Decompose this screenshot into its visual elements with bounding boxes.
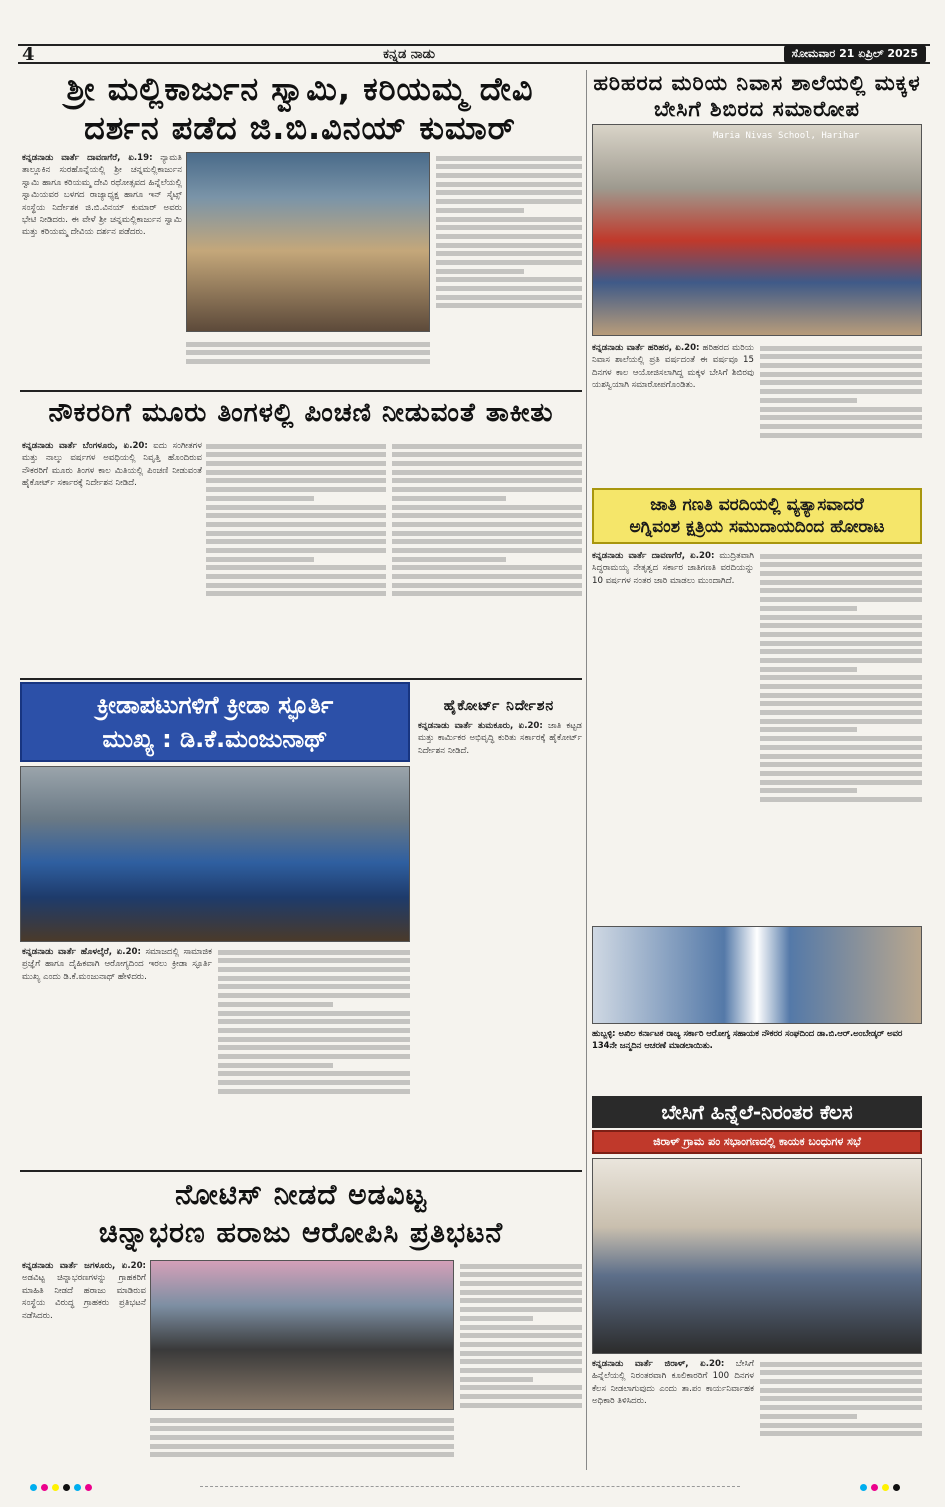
story3-body: ಹರಿಹರದ ಮರಿಯ ನಿವಾಸ ಶಾಲೆಯಲ್ಲಿ ಪ್ರತಿ ವರ್ಷದಂತೆ ಈ ವರ್ಷವೂ 15 ದಿನಗಳ ಕಾಲ ಆಯೋಜಿಸಲಾಗಿದ್ದ ಮಕ್ಕಳ ಬೇಸಿಗೆ ಶಿಬಿರವು ಯಶಸ್ವಿಯಾಗಿ ಸಮಾರೋಪಗೊಂಡಿತು. xyxy=(592,343,754,391)
story1-body-col2 xyxy=(186,338,430,386)
text-line xyxy=(218,1054,410,1059)
story7-photo xyxy=(592,926,922,1024)
text-line xyxy=(760,615,922,620)
text-line xyxy=(460,1403,582,1408)
issue-date: ಸೋಮವಾರ 21 ಏಪ್ರಿಲ್ 2025 xyxy=(784,45,926,63)
text-line xyxy=(436,164,582,169)
text-line xyxy=(392,505,582,510)
text-line xyxy=(206,548,386,553)
story6-body-text: ಜಾತಿ ಕಟ್ಟಡ ಮತ್ತು ಕಾರ್ಮಿಕರ ಅಭಿವೃದ್ಧಿ ಕುರಿತು ಸರ್ಕಾರಕ್ಕೆ ಹೈಕೋರ್ಟ್ ನಿರ್ದೇಶನ ನೀಡಿದೆ. xyxy=(418,721,582,756)
text-line xyxy=(218,1002,333,1007)
text-line xyxy=(436,173,582,178)
story2-headline: ನೌಕರರಿಗೆ ಮೂರು ತಿಂಗಳಲ್ಲಿ ಪಿಂಚಣಿ ನೀಡುವಂತೆ ತಾಕೀತು xyxy=(48,398,554,428)
text-line xyxy=(206,539,386,544)
story5-body-col2 xyxy=(218,946,410,1166)
text-line xyxy=(206,452,386,457)
page-number: 4 xyxy=(22,43,35,65)
text-line xyxy=(218,1011,410,1016)
text-line xyxy=(150,1452,454,1457)
story5-headline xyxy=(20,682,410,762)
story9-body: ಅಡವಿಟ್ಟ ಚಿನ್ನಾಭರಣಗಳನ್ನು ಗ್ರಾಹಕರಿಗೆ ಮಾಹಿತಿ ನೀಡದೆ ಹರಾಜು ಮಾಡಿರುವ ಸಂಸ್ಥೆಯ ವಿರುದ್ಧ ಗ್ರಾಹಕರು ಪ್ರತಿಭಟನೆ ನಡೆಸಿದರು. xyxy=(22,1273,146,1321)
text-line xyxy=(460,1368,582,1373)
registration-marks-left xyxy=(30,1484,92,1491)
story4-headline xyxy=(592,488,922,544)
text-line xyxy=(460,1351,582,1356)
text-line xyxy=(436,260,582,265)
story2-dateline: ಕನ್ನಡನಾಡು ವಾರ್ತೆ ಬೆಂಗಳೂರು, ಏ.20: xyxy=(22,441,148,451)
text-line xyxy=(760,407,922,412)
text-line xyxy=(760,1379,922,1384)
text-line xyxy=(760,693,922,698)
text-line xyxy=(206,496,314,501)
text-line xyxy=(760,1370,922,1375)
text-line xyxy=(436,243,582,248)
text-line xyxy=(436,225,582,230)
text-line xyxy=(186,359,430,364)
text-line xyxy=(150,1435,454,1440)
story8-subhead: ಜಿರಾಳ್ ಗ್ರಾಮ ಪಂ ಸಭಾಂಗಣದಲ್ಲಿ ಕಾಯಕ ಬಂಧುಗಳ ಸಭೆ xyxy=(592,1130,922,1154)
text-line xyxy=(760,554,922,559)
text-line xyxy=(218,950,410,955)
story1-headline-line1: ಶ್ರೀ ಮಲ್ಲಿಕಾರ್ಜುನ ಸ್ವಾಮಿ, ಕರಿಯಮ್ಮ ದೇವಿ xyxy=(66,70,534,108)
text-line xyxy=(760,380,922,385)
text-line xyxy=(206,531,386,536)
text-line xyxy=(760,727,857,732)
text-line xyxy=(206,565,386,570)
text-line xyxy=(206,574,386,579)
story7-caption: ಹುಬ್ಬಳ್ಳಿ: ಅಖಿಲ ಕರ್ನಾಟಕ ರಾಜ್ಯ ಸರ್ಕಾರಿ ಆರೋಗ್ಯ ಸಹಾಯಕ ನೌಕರರ ಸಂಘದಿಂದ ಡಾ.ಬಿ.ಆರ್.ಅಂಬೇಡ್ಕರ್ ಅವರ 134ನೇ ಜನ್ಮದಿನ ಆಚರಣೆ ಮಾಡಲಾಯಿತು. xyxy=(592,1028,903,1050)
text-line xyxy=(206,444,386,449)
story3-body-col1 xyxy=(592,342,754,482)
text-line xyxy=(760,641,922,646)
story8-body: ಬೇಸಿಗೆ ಹಿನ್ನೆಲೆಯಲ್ಲಿ ನಿರಂತರವಾಗಿ ಕೂಲಿಕಾರರಿಗೆ 100 ದಿನಗಳ ಕೆಲಸ ನೀಡಲಾಗುವುದು ಎಂದು ತಾ.ಪಂ ಕಾರ್ಯನಿರ್ವಾಹಕ ಅಧಿಕಾರಿ ತಿಳಿಸಿದರು. xyxy=(592,1359,754,1407)
story9-body-col3 xyxy=(460,1260,582,1474)
text-line xyxy=(436,269,524,274)
story9-headline-line1: ನೋಟಿಸ್ ನೀಡದೆ ಅಡವಿಟ್ಟ xyxy=(175,1178,427,1211)
text-line xyxy=(760,424,922,429)
rule-s9 xyxy=(20,1170,582,1172)
text-line xyxy=(206,470,386,475)
text-line xyxy=(760,372,922,377)
text-line xyxy=(460,1264,582,1269)
text-line xyxy=(760,1388,922,1393)
story4-dateline: ಕನ್ನಡನಾಡು ವಾರ್ತೆ ದಾವಣಗೆರೆ, ಏ.20: xyxy=(592,551,715,561)
text-line xyxy=(392,539,582,544)
story6-dateline: ಕನ್ನಡನಾಡು ವಾರ್ತೆ ತುಮಕೂರು, ಏ.20: xyxy=(418,721,543,731)
text-line xyxy=(150,1426,454,1431)
rule-s2 xyxy=(20,678,582,680)
column-rule xyxy=(586,70,587,1470)
text-line xyxy=(760,710,922,715)
text-line xyxy=(436,190,582,195)
text-line xyxy=(760,354,922,359)
story3-headline: ಹರಿಹರದ ಮರಿಯ ನಿವಾಸ ಶಾಲೆಯಲ್ಲಿ ಮಕ್ಕಳ ಬೇಸಿಗೆ ಶಿಬಿರದ ಸಮಾರೋಪ xyxy=(593,71,921,121)
text-line xyxy=(436,234,582,239)
text-line xyxy=(760,797,922,802)
text-line xyxy=(218,1063,333,1068)
story8-body-col1 xyxy=(592,1358,754,1476)
text-line xyxy=(460,1325,582,1330)
text-line xyxy=(186,350,430,355)
text-line xyxy=(392,557,506,562)
rule-s1 xyxy=(20,390,582,392)
story9-dateline: ಕನ್ನಡನಾಡು ವಾರ್ತೆ ಜಗಳೂರು, ಏ.20: xyxy=(22,1261,146,1271)
text-line xyxy=(436,303,582,308)
story3-body-col2 xyxy=(760,342,922,482)
story8-headline: ಬೇಸಿಗೆ ಹಿನ್ನೆಲೆ-ನಿರಂತರ ಕೆಲಸ xyxy=(592,1096,922,1128)
story1-body-col1 xyxy=(22,152,182,387)
text-line xyxy=(760,754,922,759)
story1-body: ನ್ಯಾಮತಿ ತಾಲ್ಲೂಕಿನ ಸುರಹೊನ್ನೆಯಲ್ಲಿ ಶ್ರೀ ಚನ್ನಮಲ್ಲಿಕಾರ್ಜುನ ಸ್ವಾಮಿ ಹಾಗೂ ಕರಿಯಮ್ಮ ದೇವಿ ರಥೋತ್ಸವದ ಹಿನ್ನೆಲೆಯಲ್ಲಿ ಸ್ವಾಮಿಯವರ ಬಳಗದ ರಾಜ್ಯಾಧ್ಯಕ್ಷ ಹಾಗೂ ಇನ್ ಸೈಟ್ಸ್ ಸಂಸ್ಥೆಯ ನಿರ್ದೇಶಕ ಜಿ.ಬಿ.ವಿನಯ್ ಕುಮಾರ್ ಅವರು ಭೇಟಿ ನೀಡಿದರು. ಈ ವೇಳೆ ಶ್ರೀ ಚನ್ನಮಲ್ಲಿಕಾರ್ಜುನ ಸ್ವಾಮಿ ಮತ್ತು ಕರಿಯಮ್ಮ ದೇವಿಯ ದರ್ಶನ ಪಡೆದರು. xyxy=(22,153,182,238)
text-line xyxy=(186,342,430,347)
text-line xyxy=(206,557,314,562)
story5-headline-line1: ಕ್ರೀಡಾಪಟುಗಳಿಗೆ ಕ್ರೀಡಾ ಸ್ಫೂರ್ತಿ xyxy=(96,691,334,719)
print-guide xyxy=(200,1486,740,1487)
story5-headline-line2: ಮುಖ್ಯ : ಡಿ.ಕೆ.ಮಂಜುನಾಥ್ xyxy=(102,725,328,753)
text-line xyxy=(760,580,922,585)
text-line xyxy=(760,684,922,689)
text-line xyxy=(206,487,386,492)
story1-dateline: ಕನ್ನಡನಾಡು ವಾರ್ತೆ ದಾವಣಗೆರೆ, ಏ.19: xyxy=(22,153,153,163)
text-line xyxy=(760,632,922,637)
text-line xyxy=(436,286,582,291)
text-line xyxy=(150,1418,454,1423)
text-line xyxy=(206,513,386,518)
text-line xyxy=(392,565,582,570)
text-line xyxy=(760,745,922,750)
story3-photo xyxy=(592,124,922,336)
text-line xyxy=(460,1385,582,1390)
story4-body: ಮುದ್ರಿತವಾಗಿ ಸಿದ್ಧರಾಮಯ್ಯ ನೇತೃತ್ವದ ಸರ್ಕಾರ ಜಾತಿಗಣತಿ ವರದಿಯನ್ನು 10 ವರ್ಷಗಳ ನಂತರ ಜಾರಿ ಮಾಡಲು ಮುಂದಾಗಿದೆ. xyxy=(592,551,754,586)
text-line xyxy=(392,574,582,579)
text-line xyxy=(760,597,922,602)
text-line xyxy=(206,522,386,527)
story9-body-col2 xyxy=(150,1414,454,1476)
text-line xyxy=(760,363,922,368)
text-line xyxy=(392,478,582,483)
story9-headline xyxy=(20,1176,582,1252)
text-line xyxy=(392,452,582,457)
story5-body: ಸಮಾಜದಲ್ಲಿ ಸಾಮಾಜಿಕ ಪ್ರಜ್ಞೆಗೆ ಹಾಗೂ ದೈಹಿಕವಾಗಿ ಆರೋಗ್ಯದಿಂದ ಇರಲು ಕ್ರೀಡಾ ಸ್ಫೂರ್ತಿ ಮುಖ್ಯ ಎಂದು ಡಿ.ಕೆ.ಮಂಜುನಾಥ್ ಹೇಳಿದರು. xyxy=(22,947,212,982)
text-line xyxy=(218,1089,410,1094)
text-line xyxy=(392,461,582,466)
text-line xyxy=(760,606,857,611)
story1-headline xyxy=(20,70,580,148)
story4-body-col2 xyxy=(760,550,922,920)
text-line xyxy=(760,562,922,567)
text-line xyxy=(436,277,582,282)
text-line xyxy=(218,1028,410,1033)
text-line xyxy=(436,156,582,161)
text-line xyxy=(392,531,582,536)
text-line xyxy=(460,1281,582,1286)
text-line xyxy=(760,762,922,767)
text-line xyxy=(760,623,922,628)
text-line xyxy=(760,771,922,776)
story9-photo xyxy=(150,1260,454,1410)
story6-headline: ಹೈಕೋರ್ಟ್ ನಿರ್ದೇಶನ xyxy=(443,698,555,714)
page-header xyxy=(18,44,930,64)
story5-photo xyxy=(20,766,410,942)
text-line xyxy=(436,199,582,204)
text-line xyxy=(760,1414,857,1419)
text-line xyxy=(760,571,922,576)
text-line xyxy=(460,1272,582,1277)
text-line xyxy=(218,1080,410,1085)
text-line xyxy=(760,658,922,663)
text-line xyxy=(206,478,386,483)
text-line xyxy=(460,1342,582,1347)
text-line xyxy=(760,415,922,420)
text-line xyxy=(760,398,857,403)
story4-headline-line2: ಅಗ್ನಿವಂಶ ಕ್ಷತ್ರಿಯ ಸಮುದಾಯದಿಂದ ಹೋರಾಟ xyxy=(629,517,885,537)
story3-photo-sign: Maria Nivas School, Harihar xyxy=(713,131,860,141)
story9-headline-line2: ಚಿನ್ನಾಭರಣ ಹರಾಜು ಆರೋಪಿಸಿ ಪ್ರತಿಭಟನೆ xyxy=(98,1216,504,1249)
text-line xyxy=(760,675,922,680)
text-line xyxy=(218,1045,410,1050)
text-line xyxy=(760,433,922,438)
text-line xyxy=(392,548,582,553)
text-line xyxy=(760,667,857,672)
text-line xyxy=(218,976,410,981)
text-line xyxy=(460,1394,582,1399)
story2-body: ಐದು ಸಂಗೀತಗಳ ಮತ್ತು ನಾಲ್ಕು ವರ್ಷಗಳ ಅವಧಿಯಲ್ಲಿ ನಿವೃತ್ತಿ ಹೊಂದಿರುವ ನೌಕರರಿಗೆ ಮೂರು ತಿಂಗಳ ಕಾಲ ಮಿತಿಯಲ್ಲಿ ಪಿಂಚಣಿ ನೀಡುವಂತೆ ಹೈಕೋರ್ಟ್ ಸರ್ಕಾರಕ್ಕೆ ನಿರ್ದೇಶನ ನೀಡಿದೆ. xyxy=(22,441,202,489)
text-line xyxy=(392,591,582,596)
story6-body xyxy=(418,720,582,1165)
text-line xyxy=(760,736,922,741)
text-line xyxy=(460,1298,582,1303)
text-line xyxy=(436,182,582,187)
text-line xyxy=(218,993,410,998)
story3-dateline: ಕನ್ನಡನಾಡು ವಾರ್ತೆ ಹರಿಹರ, ಏ.20: xyxy=(592,343,700,353)
text-line xyxy=(760,1362,922,1367)
text-line xyxy=(760,780,922,785)
text-line xyxy=(760,649,922,654)
story5-body-col1 xyxy=(22,946,212,1166)
story1-photo xyxy=(186,152,430,332)
text-line xyxy=(760,701,922,706)
story5-dateline: ಕನ್ನಡನಾಡು ವಾರ್ತೆ ಹೊಳಲ್ಕೆರೆ, ಏ.20: xyxy=(22,947,141,957)
text-line xyxy=(436,251,582,256)
text-line xyxy=(218,967,410,972)
text-line xyxy=(760,1431,922,1436)
story9-body-col1 xyxy=(22,1260,146,1474)
text-line xyxy=(760,1405,922,1410)
text-line xyxy=(460,1290,582,1295)
story8-body-col2 xyxy=(760,1358,922,1476)
story2-body-col2 xyxy=(206,440,386,675)
text-line xyxy=(218,1037,410,1042)
text-line xyxy=(760,1423,922,1428)
story1-body-col3 xyxy=(436,152,582,387)
text-line xyxy=(206,583,386,588)
text-line xyxy=(392,513,582,518)
text-line xyxy=(206,461,386,466)
text-line xyxy=(392,496,506,501)
text-line xyxy=(218,958,410,963)
text-line xyxy=(460,1307,582,1312)
text-line xyxy=(760,719,922,724)
text-line xyxy=(206,505,386,510)
registration-marks-right xyxy=(860,1484,900,1491)
story8-photo xyxy=(592,1158,922,1354)
story1-headline-line2: ದರ್ಶನ ಪಡೆದ ಜಿ.ಬಿ.ವಿನಯ್ ಕುಮಾರ್ xyxy=(84,109,516,147)
text-line xyxy=(460,1377,533,1382)
text-line xyxy=(760,389,922,394)
text-line xyxy=(150,1444,454,1449)
text-line xyxy=(460,1333,582,1338)
story8-dateline: ಕನ್ನಡನಾಡು ವಾರ್ತೆ ಜಿರಾಳ್, ಏ.20: xyxy=(592,1359,725,1369)
text-line xyxy=(392,444,582,449)
text-line xyxy=(460,1316,533,1321)
text-line xyxy=(760,1396,922,1401)
text-line xyxy=(392,470,582,475)
text-line xyxy=(436,217,582,222)
text-line xyxy=(392,583,582,588)
text-line xyxy=(392,522,582,527)
story4-headline-line1: ಜಾತಿ ಗಣತಿ ವರದಿಯಲ್ಲಿ ವ್ಯತ್ಯಾಸವಾದರೆ xyxy=(650,495,864,515)
story2-body-col1 xyxy=(22,440,202,675)
text-line xyxy=(436,295,582,300)
text-line xyxy=(218,1071,410,1076)
text-line xyxy=(760,346,922,351)
masthead: ಕನ್ನಡ ನಾಡು xyxy=(383,46,435,62)
text-line xyxy=(460,1359,582,1364)
story4-body-col1 xyxy=(592,550,754,920)
story2-body-col3 xyxy=(392,440,582,675)
text-line xyxy=(760,588,922,593)
text-line xyxy=(760,788,857,793)
text-line xyxy=(218,984,410,989)
text-line xyxy=(218,1019,410,1024)
text-line xyxy=(392,487,582,492)
text-line xyxy=(436,208,524,213)
text-line xyxy=(206,591,386,596)
